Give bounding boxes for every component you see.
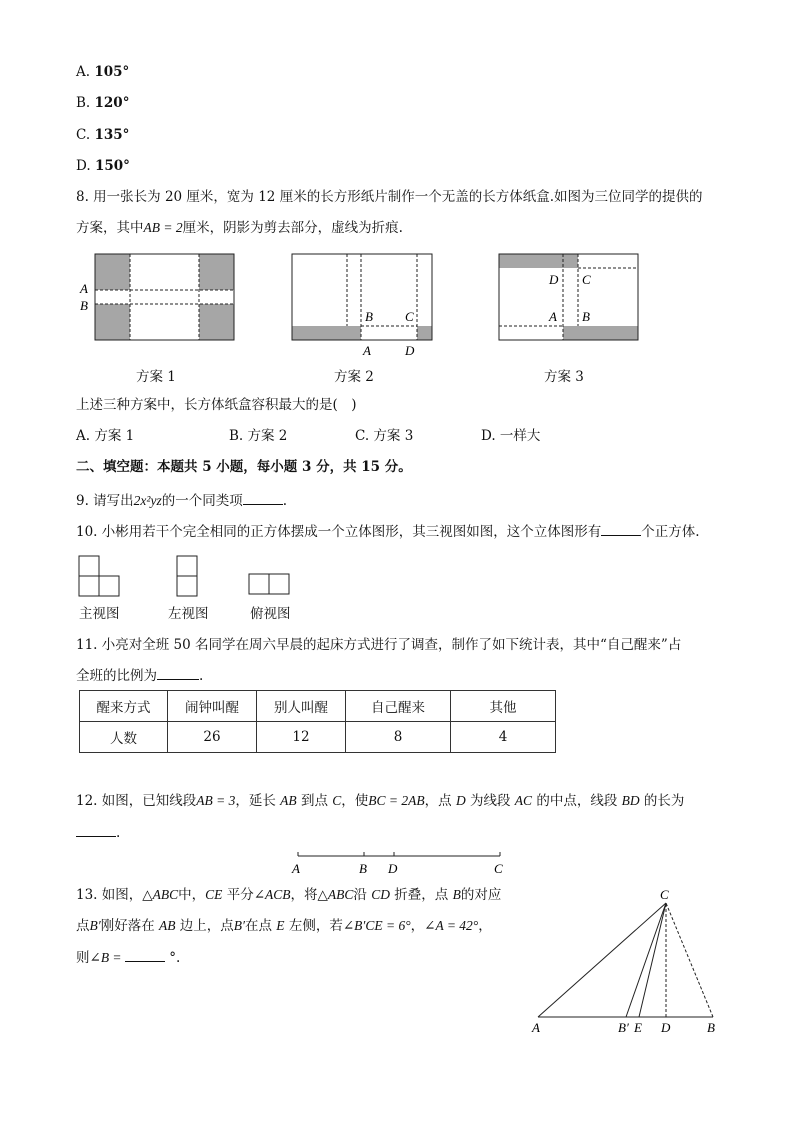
- math: ABC: [152, 887, 179, 902]
- table-cell: 人数: [80, 722, 168, 753]
- text: ，将△: [290, 887, 328, 903]
- text: .: [116, 825, 121, 841]
- text: 的长为: [639, 793, 685, 809]
- math: B′CE = 6°: [354, 918, 411, 933]
- option-text: 135°: [94, 127, 130, 143]
- text: 为线段: [465, 793, 515, 809]
- math: ABC: [327, 887, 354, 902]
- shaded-corner: [95, 304, 130, 340]
- q8-option-a: A. 方案 1: [76, 428, 135, 444]
- point-c: C: [660, 887, 669, 902]
- caption-left-view: 左视图: [168, 606, 209, 622]
- option-letter: B.: [76, 95, 91, 111]
- q12-text: [76, 792, 684, 810]
- text: 刚好落在: [100, 918, 159, 934]
- shaded-strip: [499, 254, 578, 268]
- math: CD: [371, 887, 390, 902]
- label-c: C: [582, 272, 591, 287]
- text: 的对应: [460, 887, 502, 903]
- triangle-figure: [528, 886, 726, 1036]
- table-cell: 12: [257, 722, 346, 753]
- point-a: A: [292, 861, 300, 876]
- q8-line1: 8. 用一张长为 20 厘米，宽为 12 厘米的长方形纸片制作一个无盖的长方体纸盒.如图为三位同学的提供的: [76, 189, 703, 205]
- point-b: B: [707, 1020, 715, 1035]
- front-view-figure: [78, 554, 124, 600]
- q8-option-d: D. 一样大: [481, 428, 541, 444]
- text: 13. 如图，△: [76, 887, 153, 903]
- shaded-corner: [199, 304, 234, 340]
- math: AC: [514, 793, 533, 808]
- math: B =: [100, 950, 125, 965]
- math: 2x²yz: [133, 493, 162, 508]
- table-header: 闹钟叫醒: [168, 691, 257, 722]
- left-view-figure: [175, 554, 201, 600]
- option-d: [76, 157, 130, 175]
- option-text: 105°: [94, 64, 130, 80]
- table-cell: 26: [168, 722, 257, 753]
- table-header: 别人叫醒: [257, 691, 346, 722]
- text: ，: [478, 918, 492, 934]
- plan2-figure: [290, 252, 436, 360]
- text: 9. 请写出: [76, 493, 134, 509]
- text: 在点: [245, 918, 277, 934]
- shaded-strip: [417, 326, 432, 340]
- text: ，点: [424, 793, 456, 809]
- q9-text: [76, 491, 287, 510]
- q11-line1: 11. 小亮对全班 50 名同学在周六早晨的起床方式进行了调查，制作了如下统计表，其中“自己醒来”占: [76, 637, 682, 653]
- table-header-row: [80, 691, 556, 722]
- option-letter: A.: [76, 64, 91, 80]
- q10-text: [76, 522, 700, 541]
- caption-front-view: 主视图: [79, 606, 120, 622]
- plan3-figure: [497, 252, 643, 344]
- q8-question: 上述三种方案中，长方体纸盒容积最大的是( ): [76, 397, 357, 413]
- math: A = 42°: [435, 918, 479, 933]
- option-letter: D.: [76, 158, 91, 174]
- text: 方案，其中: [76, 220, 144, 236]
- math: AB = 2: [143, 220, 183, 235]
- caption-plan3: 方案 3: [544, 369, 584, 385]
- answer-blank[interactable]: [125, 948, 165, 962]
- point-c: C: [494, 861, 503, 876]
- q8-option-c: C. 方案 3: [355, 428, 414, 444]
- math: BC = 2AB: [368, 793, 425, 808]
- text: ，使: [341, 793, 369, 809]
- math: C: [332, 793, 342, 808]
- top-view-figure: [247, 572, 293, 598]
- text: 平分∠: [222, 887, 266, 903]
- label-b: B: [365, 309, 373, 324]
- text: 沿: [353, 887, 372, 903]
- option-text: 120°: [94, 95, 130, 111]
- text: 中，: [178, 887, 206, 903]
- q11-line2: [76, 666, 203, 685]
- table-row: [80, 722, 556, 753]
- text: 10. 小彬用若干个完全相同的正方体摆成一个立体图形，其三视图如图，这个立体图形有: [76, 524, 602, 540]
- plan1-figure: [76, 252, 238, 344]
- text: ，∠: [410, 918, 436, 934]
- shaded-corner: [199, 254, 234, 290]
- q8-line2: [76, 219, 403, 237]
- text: .: [282, 493, 288, 509]
- answer-blank[interactable]: [76, 823, 116, 837]
- point-b-prime: B′: [618, 1020, 629, 1035]
- caption-top-view: 俯视图: [250, 606, 291, 622]
- text: 全班的比例为: [76, 668, 157, 684]
- option-a: [76, 63, 129, 81]
- math: B′: [89, 918, 101, 933]
- q8-option-b: B. 方案 2: [229, 428, 288, 444]
- math: B′: [233, 918, 245, 933]
- label-a: A: [549, 309, 557, 324]
- q13-line2: [76, 917, 492, 935]
- point-b: B: [359, 861, 367, 876]
- section-heading: 二、填空题：本题共 5 小题，每小题 3 分，共 15 分。: [76, 459, 412, 475]
- option-text: 150°: [94, 158, 130, 174]
- table-header: 醒来方式: [80, 691, 168, 722]
- text: 的一个同类项: [161, 493, 243, 509]
- text: 左侧，若∠: [284, 918, 355, 934]
- label-a: A: [80, 281, 88, 296]
- point-d: D: [661, 1020, 671, 1035]
- option-c: [76, 126, 129, 144]
- point-d: D: [388, 861, 398, 876]
- math: E: [276, 918, 285, 933]
- text: 到点: [296, 793, 333, 809]
- math: CE: [205, 887, 223, 902]
- caption-plan1: 方案 1: [136, 369, 176, 385]
- table-header: 自己醒来: [346, 691, 451, 722]
- shaded-strip: [292, 326, 361, 340]
- table-cell: 4: [451, 722, 556, 753]
- text: ，延长: [235, 793, 281, 809]
- shaded-strip: [563, 326, 638, 340]
- math: B: [452, 887, 461, 902]
- text: 个正方体.: [641, 524, 700, 540]
- point-e: E: [634, 1020, 642, 1035]
- math: AB: [280, 793, 297, 808]
- label-b: B: [80, 298, 88, 313]
- q13-line3: [76, 948, 180, 967]
- text: 折叠，点: [389, 887, 453, 903]
- table-header: 其他: [451, 691, 556, 722]
- answer-blank[interactable]: [157, 666, 199, 680]
- option-b: [76, 94, 129, 112]
- label-a: A: [363, 343, 371, 358]
- math: BD: [621, 793, 640, 808]
- statistics-table: [79, 690, 556, 753]
- text: 的中点，线段: [532, 793, 622, 809]
- label-c: C: [405, 309, 414, 324]
- math: ACB: [265, 887, 291, 902]
- math: D: [455, 793, 466, 808]
- text: .: [199, 668, 204, 684]
- caption-plan2: 方案 2: [334, 369, 374, 385]
- shaded-corner: [95, 254, 130, 290]
- math: AB: [159, 918, 176, 933]
- q12-answer-line: [76, 823, 120, 842]
- text: 则∠: [76, 950, 101, 966]
- math: AB = 3: [196, 793, 236, 808]
- option-letter: C.: [76, 127, 91, 143]
- text: °.: [164, 950, 181, 966]
- text: 厘米，阴影为剪去部分，虚线为折痕.: [182, 220, 403, 236]
- answer-blank[interactable]: [243, 491, 283, 505]
- label-b: B: [582, 309, 590, 324]
- table-cell: 8: [346, 722, 451, 753]
- answer-blank[interactable]: [601, 522, 641, 536]
- point-a: A: [532, 1020, 540, 1035]
- label-d: D: [549, 272, 559, 287]
- text: 点: [76, 918, 90, 934]
- text: 12. 如图，已知线段: [76, 793, 197, 809]
- label-d: D: [405, 343, 415, 358]
- text: 边上，点: [175, 918, 234, 934]
- segment-figure: [288, 848, 508, 878]
- q13-line1: [76, 886, 501, 904]
